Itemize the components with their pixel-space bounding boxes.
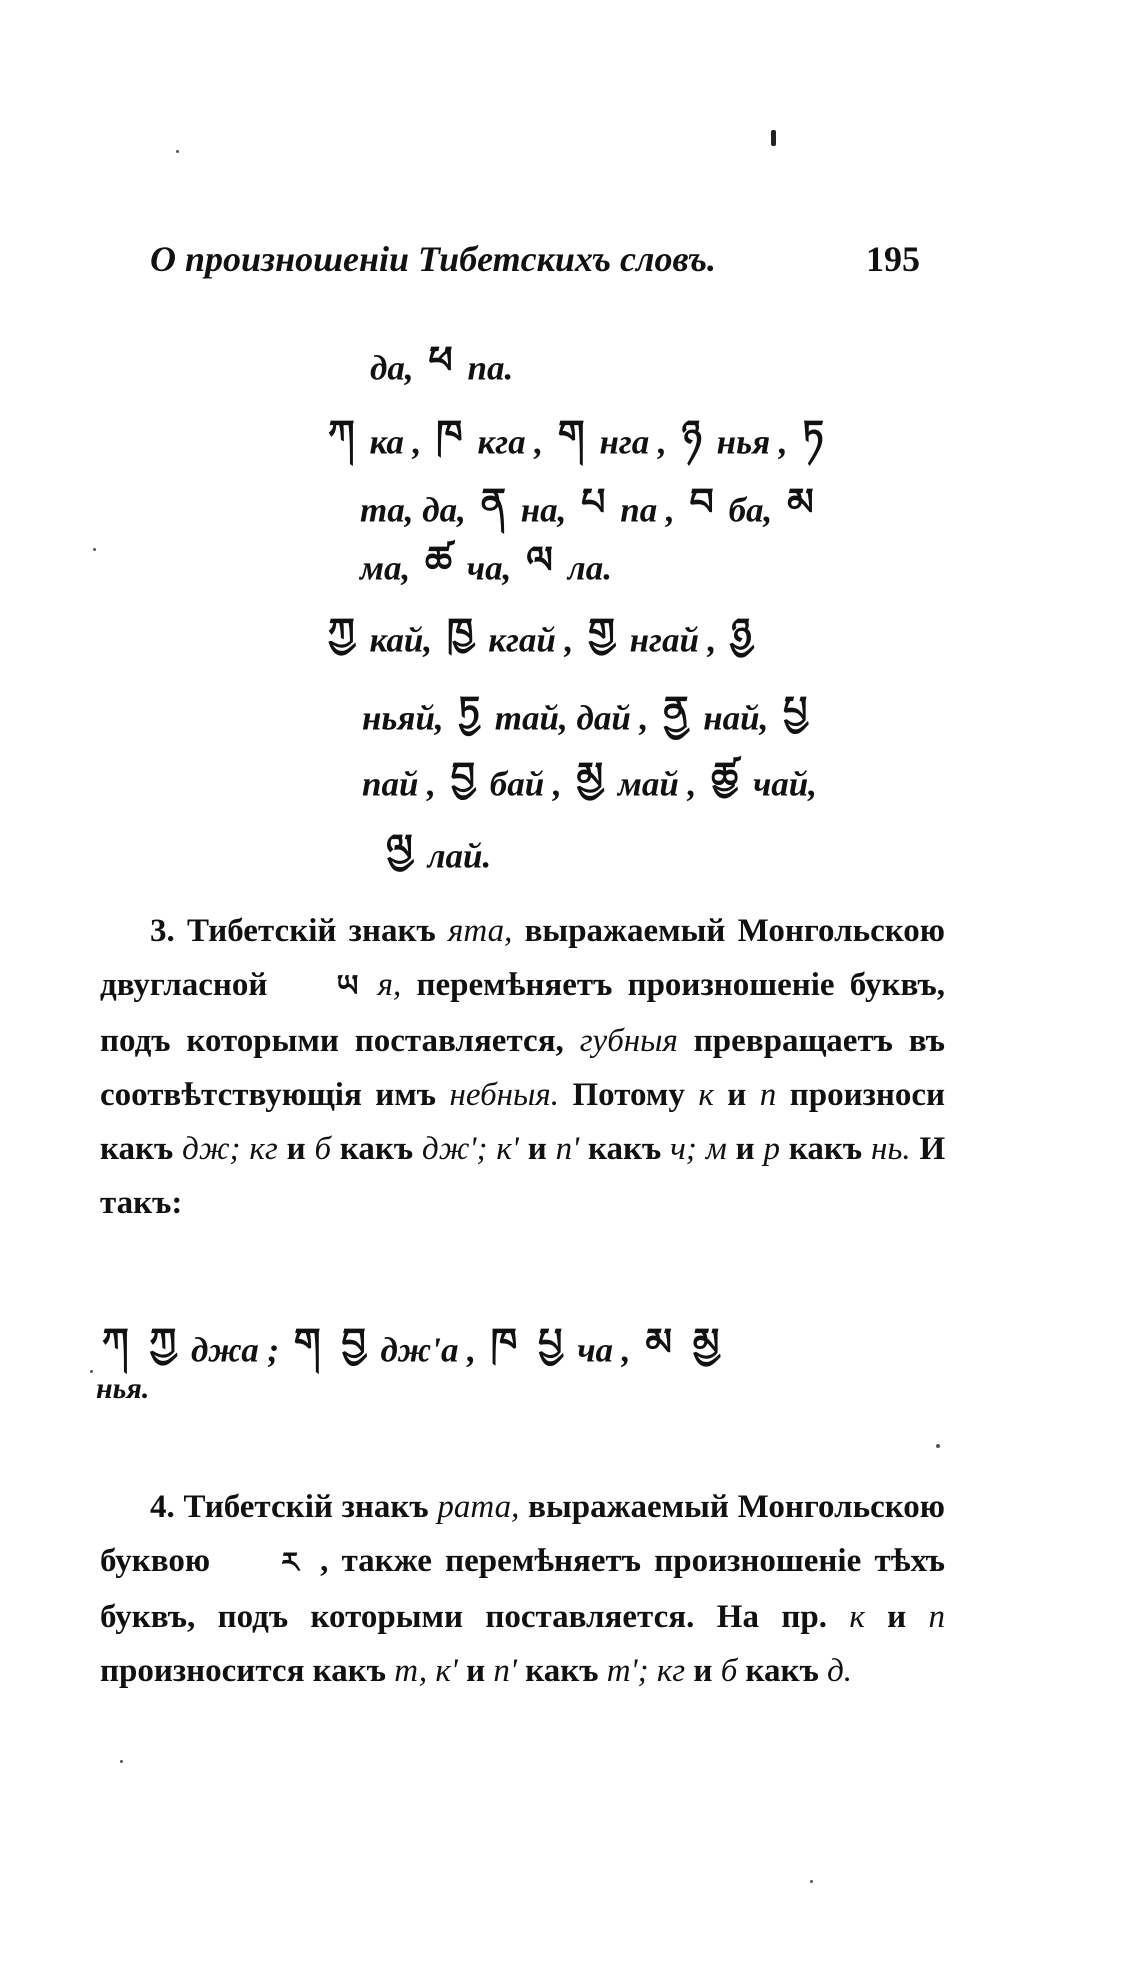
running-title: О произношеніи Тибетскихъ словъ. (150, 239, 717, 279)
text-run: и (466, 1653, 486, 1690)
tibetan-glyph: ཁ (490, 1320, 518, 1364)
tibetan-glyph: ཁྱ (446, 610, 474, 654)
syllable: на, (520, 490, 567, 530)
text-run: Потому (572, 1077, 685, 1114)
mongolian-glyph: ཡ (336, 969, 359, 1005)
italic-term: дж'; (422, 1131, 488, 1168)
examples-line (96, 1300, 725, 1407)
syllable: та, (360, 490, 414, 530)
tibetan-glyph: ལ (526, 538, 553, 582)
tibetan-glyph: ལྱ (386, 826, 413, 870)
example-transcription: дж'а , (380, 1330, 476, 1370)
syllable: ба, (728, 490, 773, 530)
scan-speck (120, 1760, 123, 1763)
italic-term: п' (493, 1653, 517, 1690)
syllable: ка , (369, 422, 422, 462)
italic-term: рата, (437, 1489, 520, 1525)
tibetan-glyph: ཏྱ (458, 688, 481, 732)
tibetan-glyph: ཉ (681, 412, 702, 456)
italic-term: дж; (182, 1131, 241, 1168)
text-run: произносится какъ (100, 1653, 386, 1690)
text-run: и (727, 1077, 747, 1114)
italic-term: нь. (871, 1131, 911, 1168)
italic-term: б (720, 1653, 738, 1690)
page-number: 195 (866, 239, 920, 279)
tibetan-glyph: ཀྱ (149, 1320, 177, 1364)
text-run: и (527, 1131, 547, 1168)
syllable-line-8 (380, 806, 491, 913)
italic-term: п' (555, 1131, 580, 1168)
italic-term: ята, (448, 913, 513, 949)
scan-speck (810, 1880, 813, 1883)
syllable: кга , (477, 422, 544, 462)
syllable: па. (467, 348, 514, 388)
text-run: и (693, 1653, 713, 1690)
text-run: и (887, 1599, 907, 1636)
mongolian-glyph: ར (281, 1546, 299, 1580)
italic-term: к (849, 1599, 865, 1636)
tibetan-glyph: ན (480, 480, 506, 524)
text-run: превращаетъ въ соотвѣтствующія имъ (100, 1023, 946, 1114)
tibetan-glyph: ནྱ (663, 688, 689, 732)
syllable: лай. (427, 836, 492, 876)
text-run: перемѣняетъ произношеніе буквъ, подъ которыми поставляется, (100, 967, 946, 1060)
italic-term: к' (496, 1131, 519, 1168)
paragraph-number: 4. (150, 1489, 175, 1525)
syllable: кай, (369, 620, 433, 660)
tibetan-glyph: ཚྱ (711, 754, 739, 798)
tibetan-glyph: མྱ (576, 754, 604, 798)
examples-line-2 (96, 1372, 149, 1406)
text-run: и (735, 1131, 755, 1168)
italic-term: п (759, 1077, 777, 1114)
syllable: нга , (599, 422, 667, 462)
paragraph-4 (100, 1480, 945, 1698)
example-transcription: ча , (577, 1330, 631, 1370)
italic-term: м (705, 1131, 727, 1168)
italic-term: кг (249, 1131, 278, 1168)
tibetan-glyph: ག (557, 412, 585, 456)
text-run: , также перемѣняетъ произношеніе тѣхъ буквъ, подъ которыми поставляется. На пр. (100, 1543, 946, 1636)
tibetan-glyph: པྱ (538, 1320, 563, 1364)
example-transcription: джа ; (191, 1330, 280, 1370)
tibetan-glyph: པྱ (783, 688, 808, 732)
scan-speck (90, 1370, 93, 1373)
tibetan-glyph: ཀ (328, 412, 355, 456)
syllable: ча, (466, 548, 512, 588)
scan-speck (176, 150, 179, 153)
italic-term: небныя. (449, 1077, 559, 1114)
paragraph-number: 3. (150, 913, 175, 949)
scan-speck (771, 130, 776, 146)
syllable: бай , (489, 764, 562, 804)
tibetan-glyph: མ (787, 480, 814, 524)
italic-term: я, (377, 967, 402, 1003)
text-run: И такъ: (100, 1131, 946, 1222)
tibetan-glyph: མ (645, 1320, 672, 1364)
tibetan-glyph: གྱ (588, 610, 615, 654)
scan-speck (93, 548, 96, 551)
tibetan-glyph: ཏ (802, 412, 824, 456)
syllable: кгай , (488, 620, 574, 660)
text-run: какъ (788, 1131, 863, 1168)
text-run: Тибетскій знакъ (183, 1489, 429, 1525)
syllable: нгай , (629, 620, 717, 660)
italic-term: губныя (579, 1023, 678, 1060)
scan-speck (936, 1444, 940, 1448)
tibetan-glyph: ཀྱ (328, 610, 355, 654)
italic-term: р (763, 1131, 781, 1168)
tibetan-glyph: ཉྱ (731, 610, 752, 654)
text-run: какъ (588, 1131, 662, 1168)
italic-term: б (314, 1131, 332, 1168)
example-transcription: нья. (96, 1372, 150, 1405)
running-header (150, 238, 920, 280)
syllable: най, (703, 698, 769, 738)
tibetan-glyph: ཕ (428, 338, 453, 382)
syllable: пай , (362, 764, 436, 804)
italic-term: ч; (670, 1131, 697, 1168)
syllable: да, (370, 348, 414, 388)
paragraph-3 (100, 904, 945, 1230)
syllable: тай, (494, 698, 568, 738)
syllable: дай , (576, 698, 649, 738)
italic-term: т'; (606, 1653, 649, 1690)
tibetan-glyph: པ (581, 480, 606, 524)
text-run: какъ (525, 1653, 599, 1690)
tibetan-glyph: ག (293, 1320, 321, 1364)
text-run: и (286, 1131, 306, 1168)
text-run: Тибетскій знакъ (187, 913, 436, 949)
syllable: ньяй, (362, 698, 444, 738)
tibetan-glyph: བྱ (341, 1320, 366, 1364)
text-run: какъ (745, 1653, 819, 1690)
text-run: какъ (339, 1131, 414, 1168)
syllable: нья , (716, 422, 788, 462)
tibetan-glyph: ཀ (102, 1320, 129, 1364)
syllable: ла. (567, 548, 612, 588)
tibetan-glyph: ཁ (436, 412, 463, 456)
syllable: па , (620, 490, 675, 530)
tibetan-glyph: བྱ (450, 754, 476, 798)
syllable: чай, (752, 764, 818, 804)
tibetan-glyph: བ (689, 480, 714, 524)
tibetan-glyph: མྱ (692, 1320, 720, 1364)
text-run: выражаемый Монгольскою двугласной (100, 913, 946, 1003)
italic-term: к' (435, 1653, 458, 1690)
italic-term: т, (394, 1653, 428, 1690)
syllable: да, (422, 490, 466, 530)
syllable: май , (617, 764, 697, 804)
italic-term: п (928, 1599, 946, 1636)
text-run: выражаемый Монгольскою буквою (100, 1489, 946, 1579)
tibetan-glyph: ཚ (424, 538, 453, 582)
italic-term: д. (827, 1653, 853, 1690)
italic-term: к (698, 1077, 714, 1114)
italic-term: кг (656, 1653, 686, 1690)
syllable: ма, (360, 548, 411, 588)
text-run: произноси какъ (100, 1077, 946, 1168)
